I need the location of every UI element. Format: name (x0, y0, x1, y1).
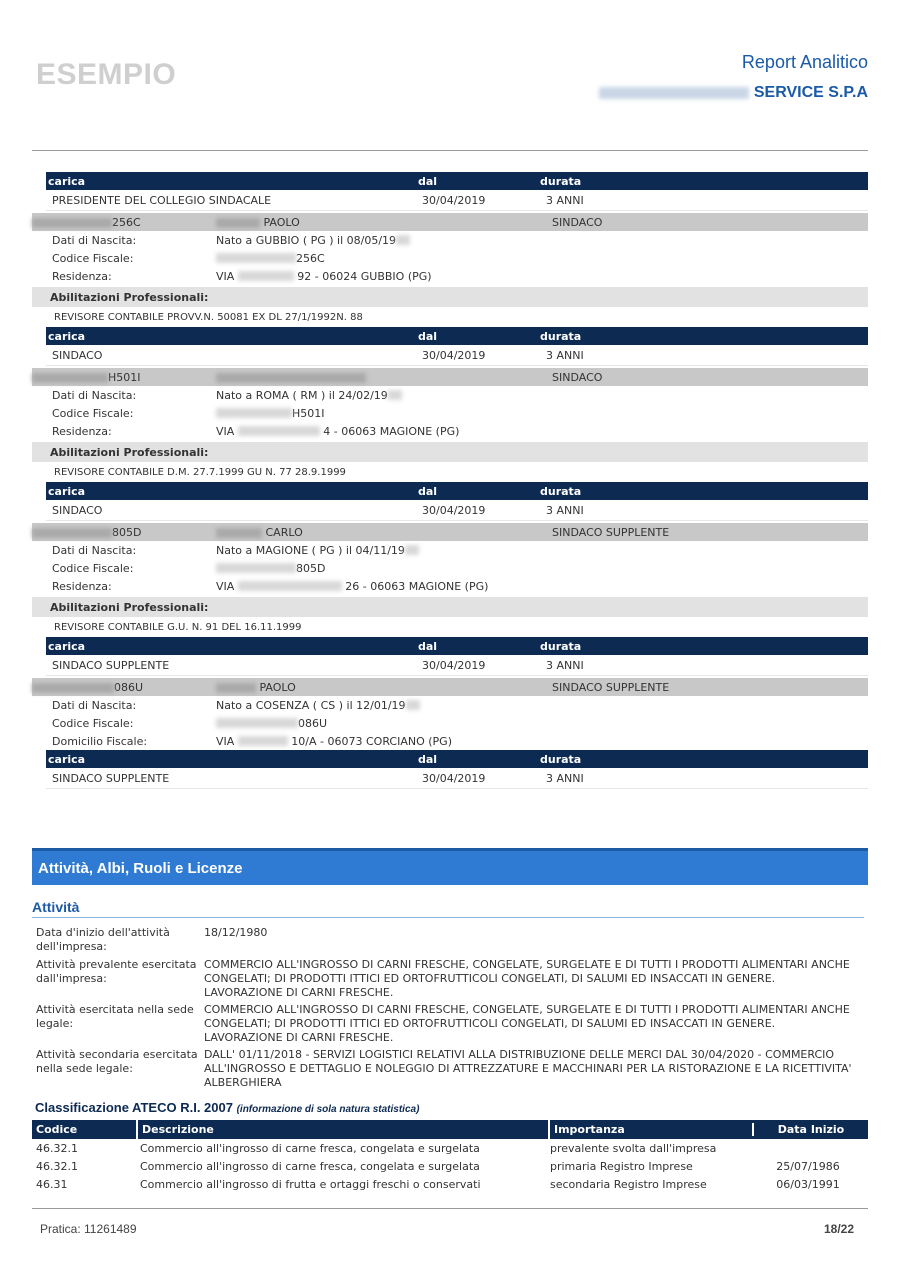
table-row: SINDACO SUPPLENTE 30/04/2019 3 ANNI (46, 768, 868, 789)
activity-row: Attività esercitata nella sede legale: COMMERCIO ALL'INGROSSO DI CARNI FRESCHE, CONGELATE, SURGELATE E DI TUTTI I PRODOTTI ALIMENTARI ANCHE CONGELATI; DI PRODOTTI ITTICI ED ORTOFRUTTICOLI CONGELATI, DI SALUMI ED INSACCATI IN GENERE. LAVORAZIONE DI CARNI FRESCHE. (36, 1003, 850, 1044)
residence: Residenza: VIA 92 - 06024 GUBBIO (PG) (52, 269, 432, 283)
abilitazioni-heading: Abilitazioni Professionali: (32, 597, 868, 617)
table-row: 46.32.1 Commercio all'ingrosso di carne fresca, congelata e surgelata primaria Registro Imprese 25/07/1986 (36, 1159, 840, 1173)
activity-row: Attività prevalente esercitata dall'impresa: COMMERCIO ALL'INGROSSO DI CARNI FRESCHE, CONGELATE, SURGELATE E DI TUTTI I PRODOTTI ALIMENTARI ANCHE CONGELATI; DI PRODOTTI ITTICI ED ORTOFRUTTICOLI CONGELATI, DI SALUMI ED INSACCATI IN GENERE. LAVORAZIONE DI CARNI FRESCHE. (36, 958, 850, 999)
table-header: Codice Descrizione Importanza Data Inizio (32, 1120, 868, 1139)
watermark: ESEMPIO (36, 58, 177, 91)
table-row: PRESIDENTE DEL COLLEGIO SINDACALE 30/04/2019 3 ANNI (46, 190, 868, 211)
section-title: Attività (32, 899, 864, 918)
board-section (32, 172, 868, 789)
table-row: SINDACO 30/04/2019 3 ANNI (46, 500, 868, 521)
table-row: 46.31 Commercio all'ingrosso di frutta e ortaggi freschi o conservati secondaria Registro Imprese 06/03/1991 (36, 1177, 840, 1191)
table-header: carica dal durata (46, 482, 868, 500)
abilitazione-text: REVISORE CONTABILE PROVV.N. 50081 EX DL 27/1/1992N. 88 (54, 311, 363, 323)
birth-info: Dati di Nascita: Nato a MAGIONE ( PG ) il 04/11/19 (32, 541, 868, 559)
report-title: Report Analitico (741, 52, 868, 72)
table-row: 46.32.1 Commercio all'ingrosso di carne fresca, congelata e surgelata prevalente svolta dall'impresa (36, 1141, 717, 1155)
person-row: 805D CARLO SINDACO SUPPLENTE (32, 523, 868, 541)
section-banner: Attività, Albi, Ruoli e Licenze (32, 848, 868, 885)
abilitazioni-heading: Abilitazioni Professionali: (32, 287, 868, 307)
tax-code: Codice Fiscale: H501I (52, 406, 325, 420)
residence: Residenza: VIA 4 - 06063 MAGIONE (PG) (52, 424, 460, 438)
birth-info: Dati di Nascita: Nato a COSENZA ( CS ) il 12/01/19 (32, 696, 868, 714)
abilitazione-text: REVISORE CONTABILE D.M. 27.7.1999 GU N. 77 28.9.1999 (54, 466, 346, 478)
redacted-company (599, 87, 749, 99)
tax-code: Codice Fiscale: 086U (52, 716, 328, 730)
person-row: H501I SINDACO (32, 368, 868, 386)
abilitazione-text: REVISORE CONTABILE G.U. N. 91 DEL 16.11.1999 (54, 621, 302, 633)
company-name: SERVICE S.P.A (599, 84, 868, 102)
person-row: 256C PAOLO SINDACO (32, 213, 868, 231)
divider (32, 150, 868, 151)
table-header: carica dal durata (46, 327, 868, 345)
birth-info: Dati di Nascita: Nato a GUBBIO ( PG ) il 08/05/19 (32, 231, 868, 249)
ateco-table (32, 1120, 868, 1193)
divider (32, 1208, 868, 1209)
activity-row: Attività secondaria esercitata nella sede legale: DALL' 01/11/2018 - SERVIZI LOGISTICI RELATIVI ALLA DISTRIBUZIONE DELLE MERCI DAL 30/04/2020 - COMMERCIO ALL'INGROSSO E DETTAGLIO E NOLEGGIO DI ATTREZZATURE E MACCHINARI PER LA RISTORAZIONE E LA RICETTIVITA' ALBERGHIERA (36, 1048, 852, 1089)
birth-info: Dati di Nascita: Nato a ROMA ( RM ) il 24/02/19 (32, 386, 868, 404)
tax-code: Codice Fiscale: 256C (52, 251, 325, 265)
table-header: carica dal durata (46, 637, 868, 655)
tax-code: Codice Fiscale: 805D (52, 561, 326, 575)
table-header: carica dal durata (46, 750, 868, 768)
ateco-title: Classificazione ATECO R.I. 2007 (informazione di sola natura statistica) (35, 1100, 420, 1115)
pratica-number: Pratica: 11261489 (40, 1222, 137, 1236)
residence: Residenza: VIA 26 - 06063 MAGIONE (PG) (52, 579, 489, 593)
abilitazioni-heading: Abilitazioni Professionali: (32, 442, 868, 462)
table-header: carica dal durata (46, 172, 868, 190)
person-row: 086U PAOLO SINDACO SUPPLENTE (32, 678, 868, 696)
activity-row: Data d'inizio dell'attività dell'impresa: 18/12/1980 (36, 926, 268, 953)
page-number: 18/22 (823, 1222, 854, 1236)
fiscal-domicile: Domicilio Fiscale: VIA 10/A - 06073 CORCIANO (PG) (52, 734, 452, 748)
table-row: SINDACO SUPPLENTE 30/04/2019 3 ANNI (46, 655, 868, 676)
table-row: SINDACO 30/04/2019 3 ANNI (46, 345, 868, 366)
